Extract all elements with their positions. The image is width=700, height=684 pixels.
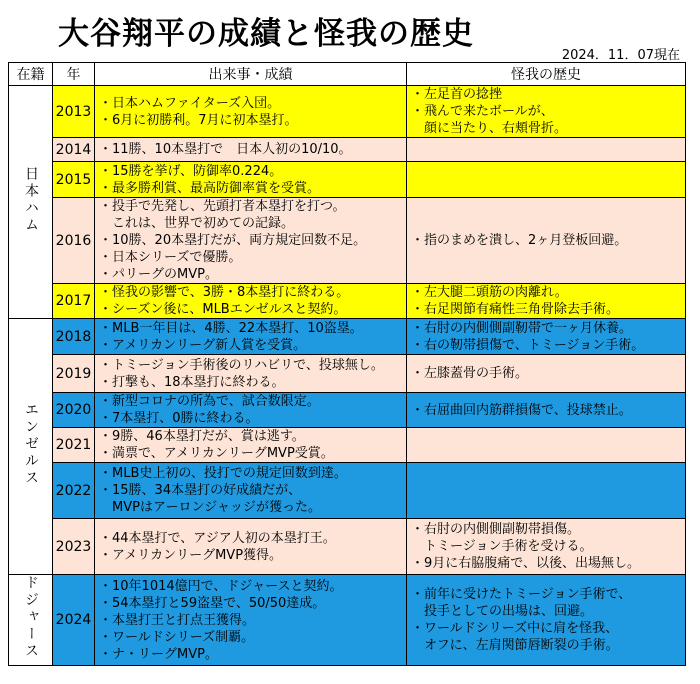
event-line: ・新型コロナの所為で、試合数限定。	[99, 394, 320, 409]
header-year: 年	[53, 63, 95, 86]
header-events: 出来事・成績	[95, 63, 407, 86]
injury-line: ・右屈曲回内筋群損傷で、投球禁止。	[411, 402, 632, 418]
injuries-cell	[407, 86, 686, 138]
team-label: 日本ハム	[23, 165, 39, 234]
year-cell: 2024	[53, 575, 95, 666]
team-label: ドジャース	[23, 575, 39, 660]
injury-line: ・飛んで来たボールが、	[411, 104, 554, 119]
event-line: ・10勝、20本塁打だが、両方規定回数不足。	[99, 233, 367, 248]
event-line: ・ワールドシリーズ制覇。	[99, 629, 255, 645]
injury-line: トミージョン手術を受ける。	[411, 539, 593, 554]
year-cell: 2018	[53, 319, 95, 355]
event-line: ・満票で、アメリカンリーグMVP受賞。	[99, 446, 334, 461]
injuries-cell	[407, 138, 686, 162]
events-cell	[95, 355, 407, 393]
injuries-cell	[407, 575, 686, 666]
event-line: ・11勝、10本塁打で 日本人初の10/10。	[99, 142, 352, 157]
as-of-date: 2024．11．07現在	[561, 48, 680, 63]
events-cell	[95, 86, 407, 138]
event-line: ・6月に初勝利。7月に初本塁打。	[99, 112, 298, 128]
event-line: MVPはアーロンジャッジが獲った。	[99, 500, 321, 515]
table-row	[9, 86, 686, 138]
year-cell: 2014	[53, 138, 95, 162]
header-injuries: 怪我の歴史	[407, 63, 686, 86]
table-row	[9, 463, 686, 519]
injury-line: ・左膝蓋骨の手術。	[411, 366, 529, 381]
event-line: ・MLB史上初の、投打での規定回数到達。	[99, 466, 347, 481]
events-cell	[95, 284, 407, 319]
event-line: ・パリーグのMVP。	[99, 267, 218, 282]
table-row	[9, 138, 686, 162]
year-cell: 2020	[53, 393, 95, 428]
injury-line: ・右の靭帯損傷で、トミージョン手術。	[411, 337, 645, 353]
injury-line: ・右足関節有痛性三角骨除去手術。	[411, 302, 620, 317]
injuries-cell	[407, 393, 686, 428]
injury-line: ・左大腿二頭筋の肉離れ。	[411, 285, 568, 300]
injuries-cell	[407, 198, 686, 284]
year-cell: 2013	[53, 86, 95, 138]
table-row	[9, 355, 686, 393]
injury-line: ・前年に受けたトミージョン手術で、	[411, 587, 632, 602]
year-cell: 2022	[53, 463, 95, 519]
events-cell	[95, 519, 407, 575]
injury-line: ・右肘の内側側副靭帯で一ヶ月休養。	[411, 320, 633, 336]
page-title: 大谷翔平の成績と怪我の歴史	[58, 16, 474, 52]
events-cell	[95, 162, 407, 198]
table-row	[9, 319, 686, 355]
injuries-cell	[407, 162, 686, 198]
year-cell: 2019	[53, 355, 95, 393]
event-line: ・打撃も、18本塁打に終わる。	[99, 374, 285, 390]
event-line: ・本塁打王と打点王獲得。	[99, 612, 256, 628]
events-cell	[95, 198, 407, 284]
event-line: これは、世界で初めての記録。	[99, 216, 295, 231]
injury-line: ・指のまめを潰し、2ヶ月登板回避。	[411, 233, 628, 248]
events-cell	[95, 428, 407, 463]
header-row	[9, 63, 686, 86]
team-label: エンゼルス	[23, 401, 39, 487]
event-line: ・投手で先発し、先頭打者本塁打を打つ。	[99, 199, 346, 214]
injuries-cell	[407, 519, 686, 575]
event-line: ・15勝、34本塁打の好成績だが、	[99, 483, 302, 498]
event-line: ・アメリカンリーグ新人賞を受賞。	[99, 337, 307, 353]
events-cell	[95, 138, 407, 162]
header-team: 在籍	[9, 63, 53, 86]
event-line: ・MLB一年目は、4勝、22本塁打、10盗塁。	[99, 320, 363, 336]
event-line: ・7本塁打、0勝に終わる。	[99, 411, 259, 426]
events-cell	[95, 463, 407, 519]
event-line: ・44本塁打で、アジア人初の本塁打王。	[99, 530, 336, 546]
table-row	[9, 284, 686, 319]
year-cell: 2015	[53, 162, 95, 198]
table-row	[9, 575, 686, 666]
career-table	[8, 62, 686, 666]
event-line: ・54本塁打と59盗塁で、50/50達成。	[99, 595, 326, 611]
event-line: ・トミージョン手術後のリハビリで、投球無し。	[99, 357, 384, 373]
event-line: ・10年1014億円で、ドジャースと契約。	[99, 578, 343, 594]
event-line: ・アメリカンリーグMVP獲得。	[99, 547, 283, 563]
event-line: ・15勝を挙げ、防御率0.224。	[99, 163, 283, 179]
events-cell	[95, 575, 407, 666]
injuries-cell	[407, 355, 686, 393]
team-dodgers	[9, 575, 53, 666]
injury-line: 顔に当たり、右頬骨折。	[411, 121, 568, 136]
year-cell: 2023	[53, 519, 95, 575]
event-line: ・9勝、46本塁打だが、賞は逃す。	[99, 429, 305, 444]
team-angels	[9, 319, 53, 575]
event-line: ・最多勝利賞、最高防御率賞を受賞。	[99, 180, 321, 196]
event-line: ・日本シリーズで優勝。	[99, 250, 242, 265]
year-cell: 2016	[53, 198, 95, 284]
table-row	[9, 393, 686, 428]
events-cell	[95, 393, 407, 428]
events-cell	[95, 319, 407, 355]
injuries-cell	[407, 463, 686, 519]
table-row	[9, 198, 686, 284]
injuries-cell	[407, 428, 686, 463]
injury-line: ・9月に右脇腹痛で、以後、出場無し。	[411, 556, 641, 571]
injuries-cell	[407, 284, 686, 319]
injuries-cell	[407, 319, 686, 355]
event-line: ・シーズン後に、MLBエンゼルスと契約。	[99, 302, 347, 317]
team-fighters	[9, 86, 53, 319]
event-line: ・怪我の影響で、3勝・8本塁打に終わる。	[99, 285, 350, 300]
table-row	[9, 519, 686, 575]
event-line: ・ナ・リーグMVP。	[99, 646, 218, 662]
event-line: ・日本ハムファイターズ入団。	[99, 95, 281, 111]
year-cell: 2017	[53, 284, 95, 319]
table-row	[9, 162, 686, 198]
injury-line: ・ワールドシリーズ中に肩を怪我、	[411, 621, 619, 636]
injury-line: オフに、左肩関節唇断裂の手術。	[411, 638, 619, 653]
year-cell: 2021	[53, 428, 95, 463]
injury-line: ・右肘の内側側副靭帯損傷。	[411, 522, 581, 537]
table-row	[9, 428, 686, 463]
injury-line: ・左足首の捻挫	[411, 87, 503, 102]
injury-line: 投手としての出場は、回避。	[411, 604, 594, 619]
